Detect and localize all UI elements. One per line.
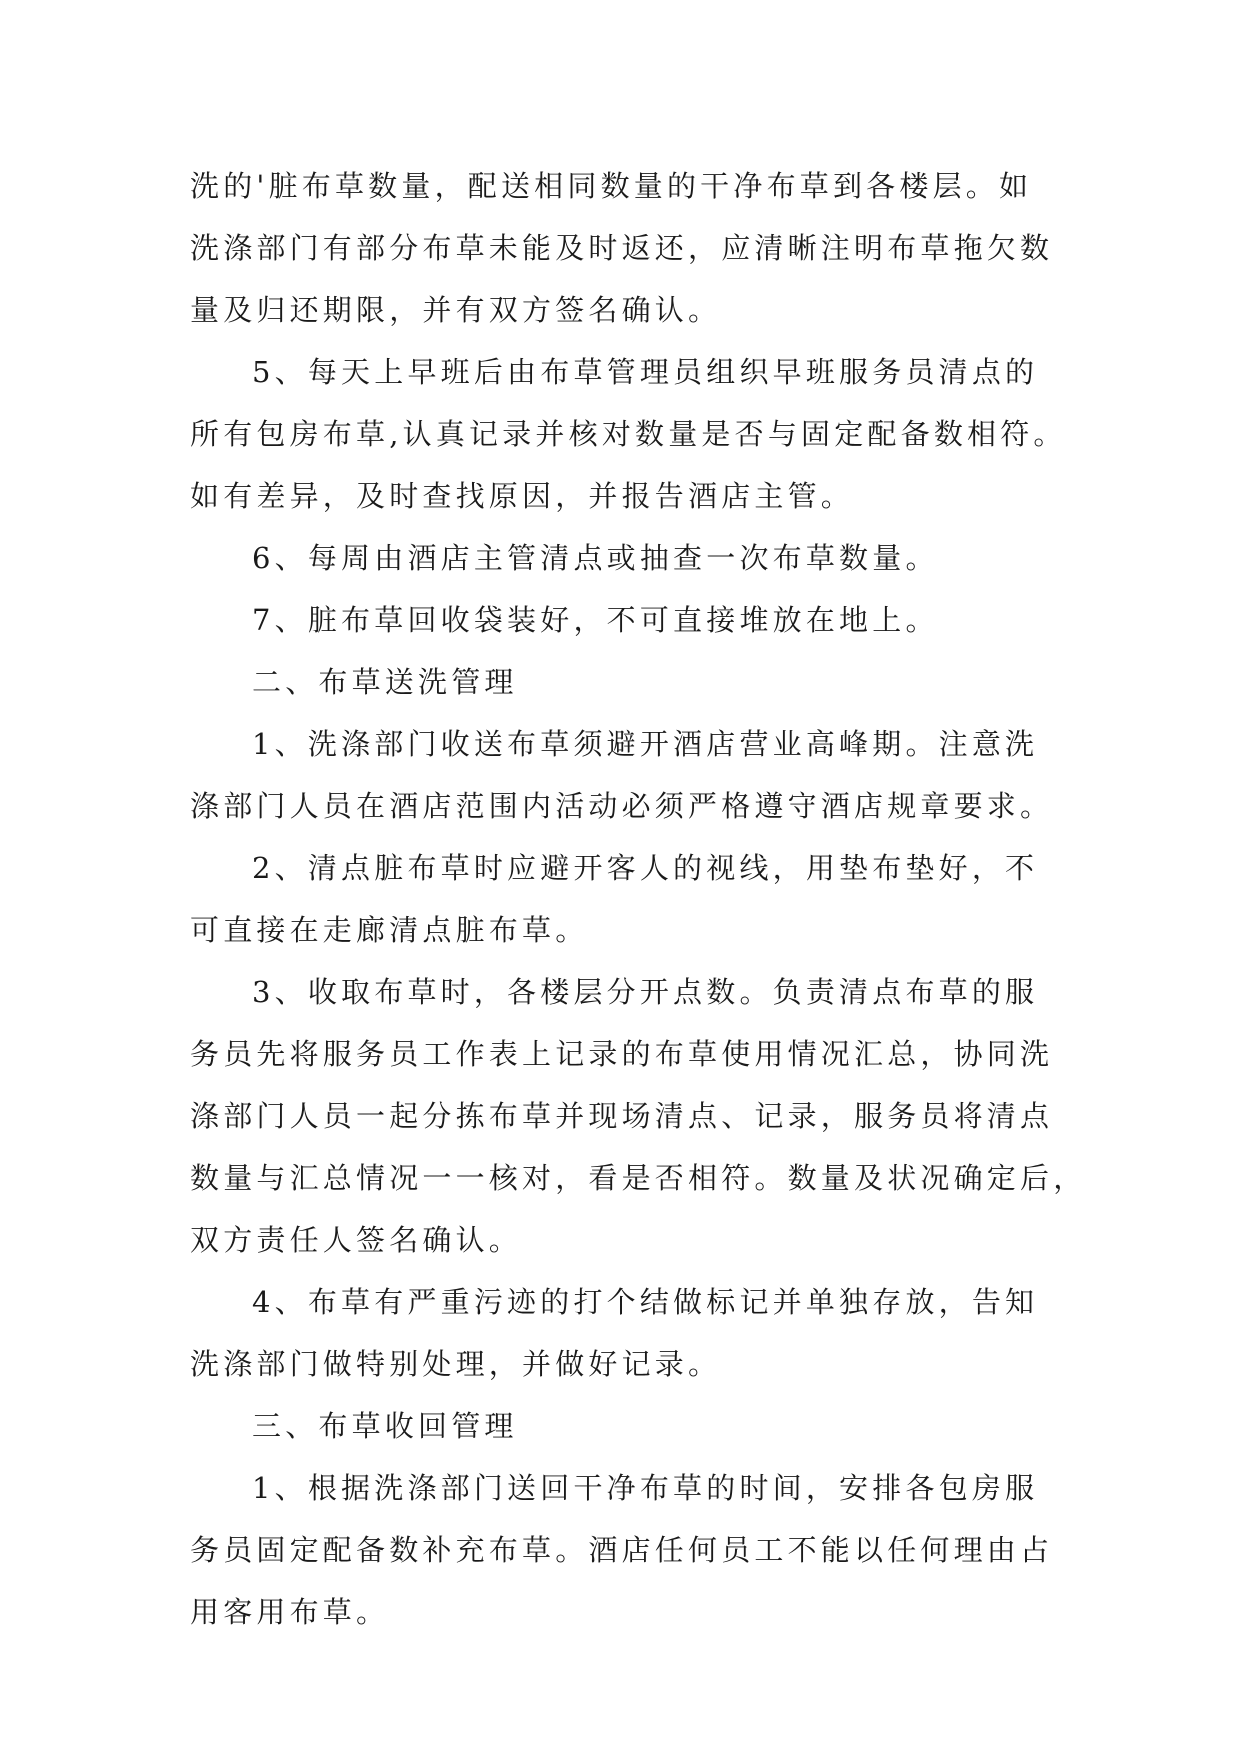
text-line: 用客用布草。 (190, 1595, 390, 1629)
text-line: 涤部门人员一起分拣布草并现场清点、记录，服务员将清点 (190, 1099, 1054, 1133)
text-line: 4、布草有严重污迹的打个结做标记并单独存放，告知 (252, 1285, 1039, 1319)
text-line: 洗涤部门有部分布草未能及时返还，应清晰注明布草拖欠数 (190, 231, 1054, 265)
text-line: 1、洗涤部门收送布草须避开酒店营业高峰期。注意洗 (252, 727, 1039, 761)
text-line: 可直接在走廊清点脏布草。 (190, 913, 589, 947)
text-line: 数量与汇总情况一一核对，看是否相符。数量及状况确定后， (190, 1161, 1087, 1195)
text-line: 3、收取布草时，各楼层分开点数。负责清点布草的服 (252, 975, 1039, 1009)
text-line: 6、每周由酒店主管清点或抽查一次布草数量。 (252, 541, 939, 575)
text-line: 2、清点脏布草时应避开客人的视线，用垫布垫好，不 (252, 851, 1039, 885)
text-line: 量及归还期限，并有双方签名确认。 (190, 293, 722, 327)
text-line: 5、每天上早班后由布草管理员组织早班服务员清点的 (252, 355, 1039, 389)
section-heading: 三、布草收回管理 (252, 1409, 518, 1443)
text-line: 1、根据洗涤部门送回干净布草的时间，安排各包房服 (252, 1471, 1039, 1505)
text-line: 洗的'脏布草数量，配送相同数量的干净布草到各楼层。如 (190, 169, 1033, 203)
text-line: 务员先将服务员工作表上记录的布草使用情况汇总，协同洗 (190, 1037, 1054, 1071)
text-line: 如有差异，及时查找原因，并报告酒店主管。 (190, 479, 855, 513)
section-heading: 二、布草送洗管理 (252, 665, 518, 699)
text-line: 务员固定配备数补充布草。酒店任何员工不能以任何理由占 (190, 1533, 1054, 1567)
text-line: 洗涤部门做特别处理，并做好记录。 (190, 1347, 722, 1381)
document-body (190, 155, 1087, 1643)
text-line: 所有包房布草,认真记录并核对数量是否与固定配备数相符。 (190, 417, 1067, 451)
text-line: 涤部门人员在酒店范围内活动必须严格遵守酒店规章要求。 (190, 789, 1054, 823)
text-line: 双方责任人签名确认。 (190, 1223, 523, 1257)
text-line: 7、脏布草回收袋装好，不可直接堆放在地上。 (252, 603, 939, 637)
